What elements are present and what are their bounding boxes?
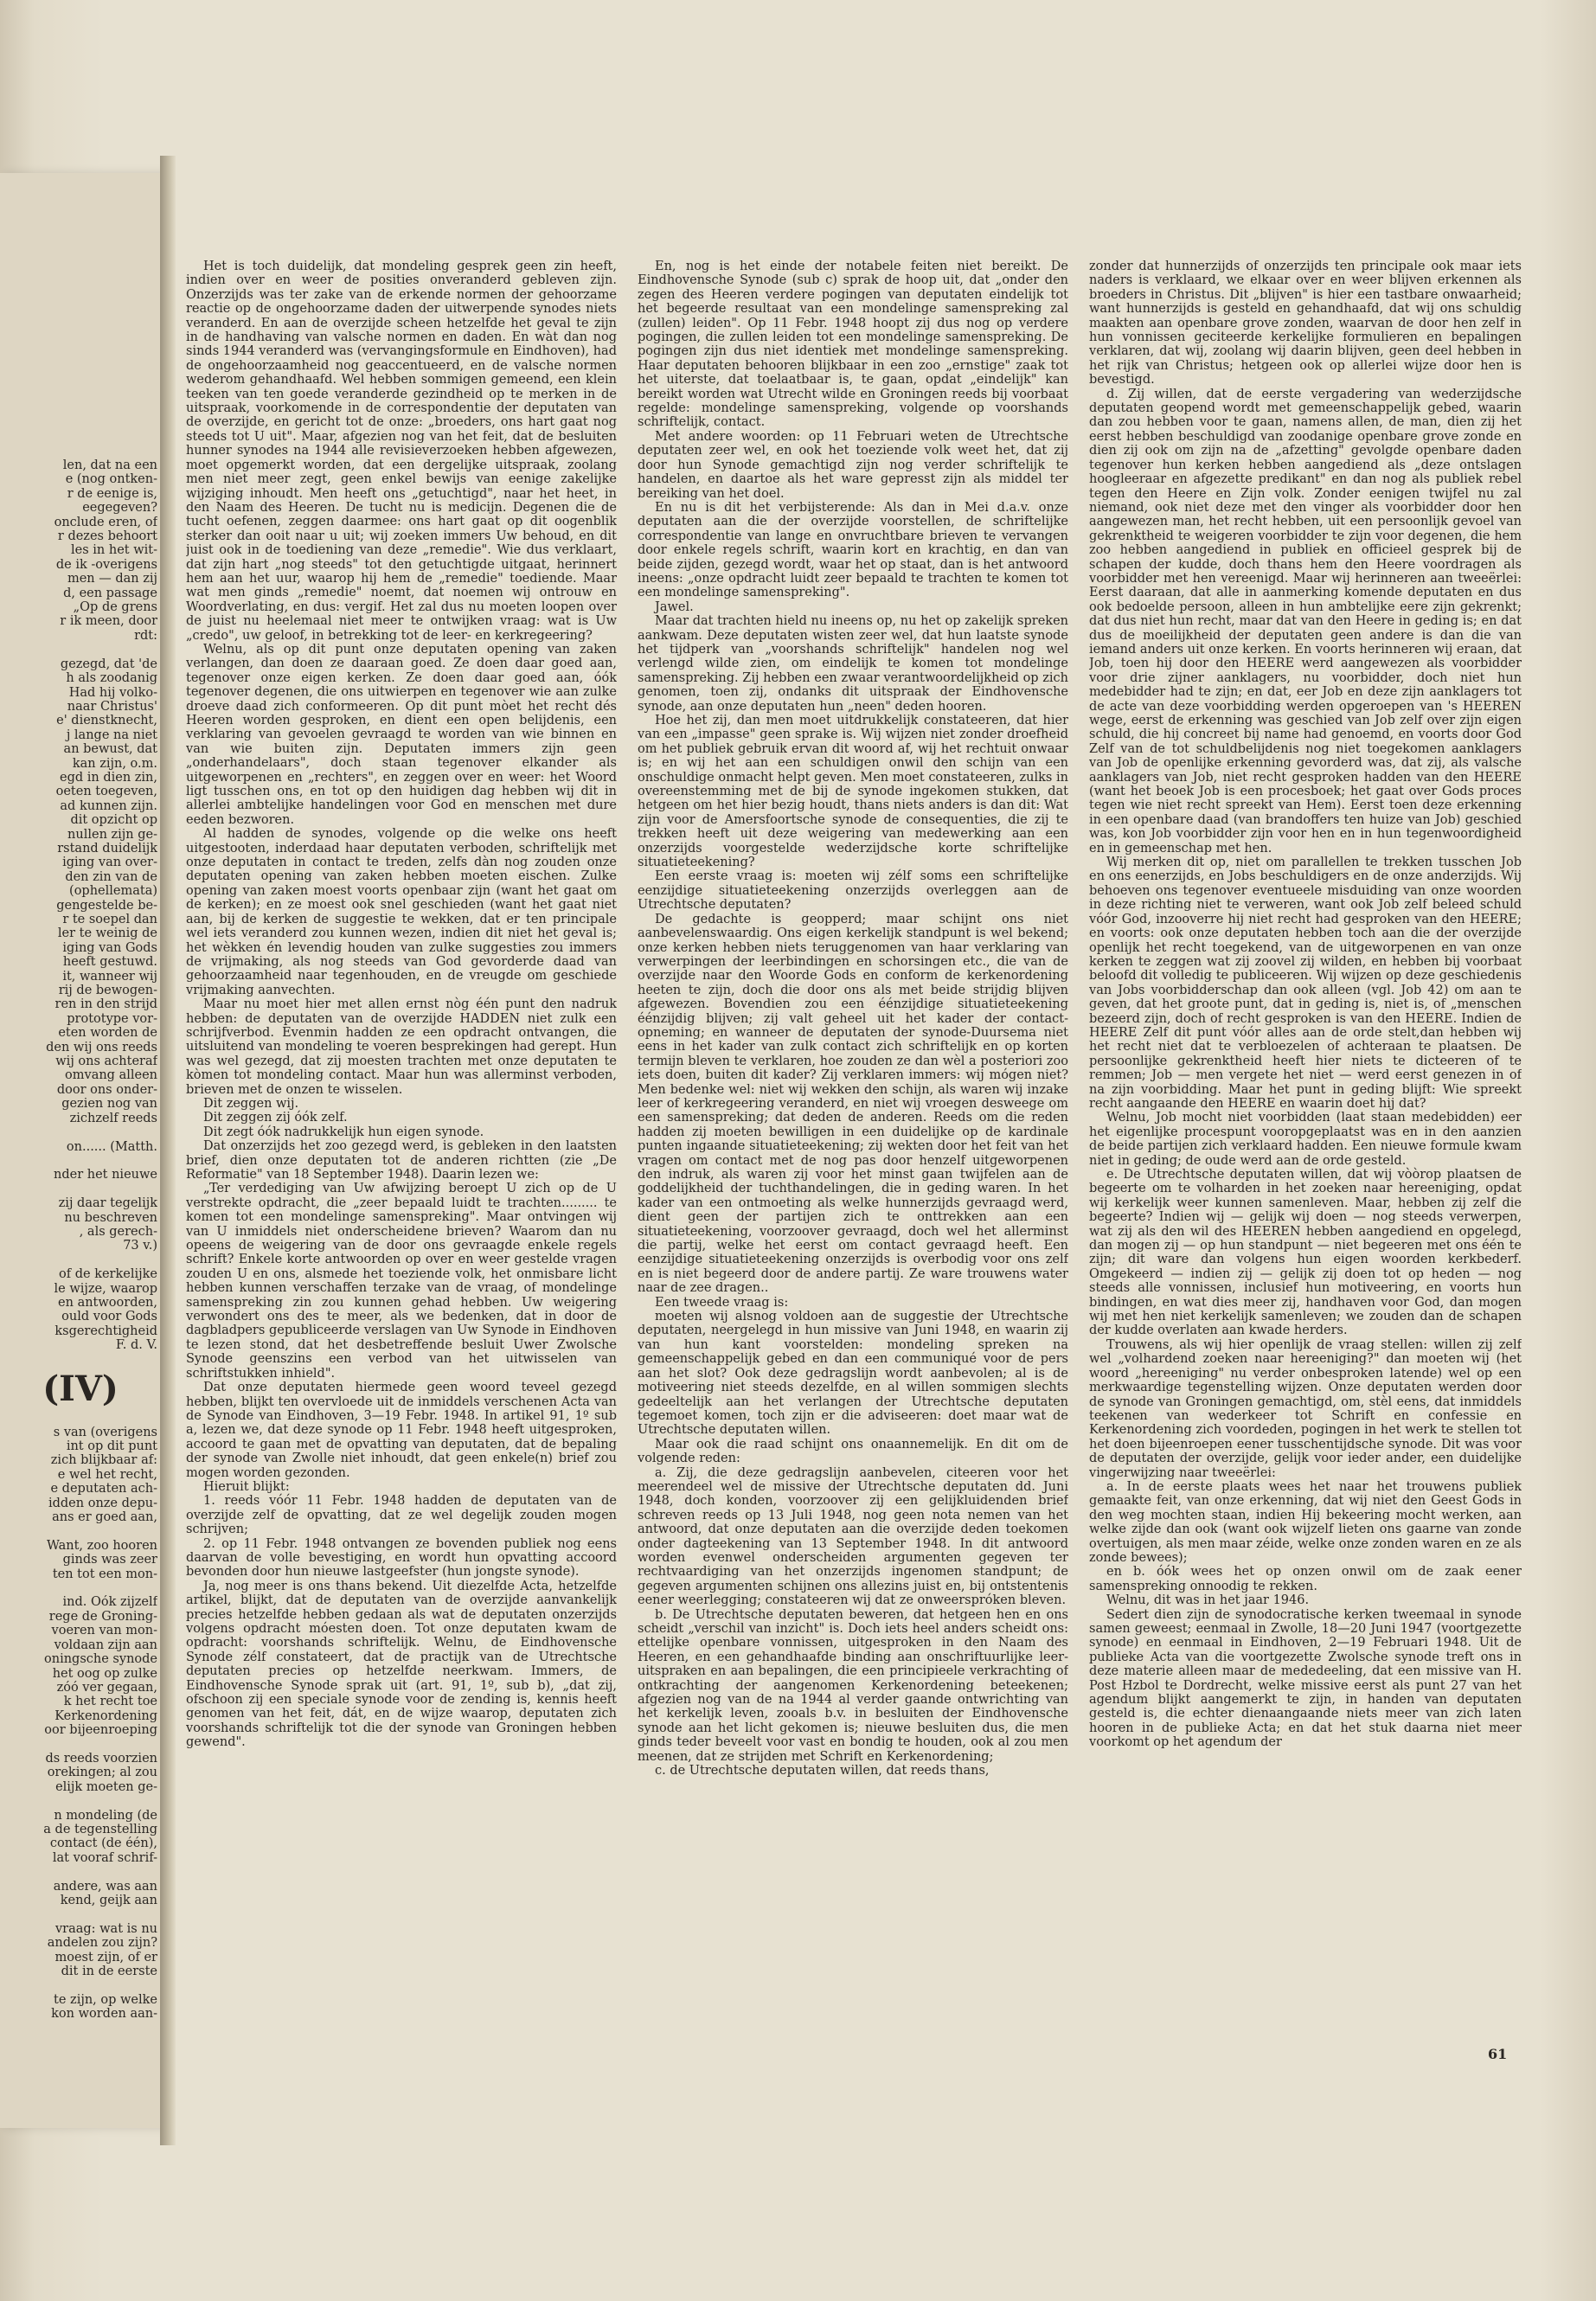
adjacent-line: ind. Oók zijzelf	[62, 1595, 157, 1610]
adjacent-line: kon worden aan-	[51, 2007, 157, 2022]
adjacent-line	[3, 1738, 157, 1752]
page-fold	[160, 156, 176, 2145]
adjacent-line: rdt:	[134, 628, 157, 643]
paragraph: Maar nu moet hier met allen ernst nòg één punt den nadruk hebben: de deputaten van de overzijde HADDEN niet zulk een schrijfverbod. Evenmin hadden ze een opdracht ontvangen, die uitsluitend van mondeling te voeren besprekingen had gerept. Hun was wel gezegd, dat zij moesten trachten met onze deputaten te kòmen tot mondeling contact. Maar hun was allerminst verboden, brieven met de onzen te wisselen.	[186, 997, 617, 1097]
adjacent-line: „Op de grens	[73, 600, 157, 615]
paragraph: Met andere woorden: op 11 Februari weten de Utrechtsche deputaten zeer wel, en ook het toeziende volk weet het, dat zij door hun Synode gemachtigd zijn nog verder schriftelijk te handelen, en daartoe als het ware gepresst zijn als middel ter bereiking van het doel.	[638, 429, 1068, 501]
paragraph: En nu is dit het verbijsterende: Als dan in Mei d.a.v. onze deputaten aan die der overzijde voorstellen, de schriftelijke correspondentie van lange en onvruchtbare brieven te vervangen door enkele regels schrift, waarin kort en krachtig, en dan van beide zijden, gezegd wordt, waar het op staat, dan is het antwoord ineens: „onze opdracht luidt zeer bepaald te trachten te komen tot een mondelinge samenspreking".	[638, 500, 1068, 600]
adjacent-line: le wijze, waarop	[54, 1281, 157, 1296]
adjacent-line: vraag: wat is nu	[54, 1921, 157, 1936]
adjacent-line: iging van Gods	[62, 940, 157, 955]
adjacent-line: voldaan zijn aan	[54, 1638, 157, 1652]
adjacent-line: les in het wit-	[71, 543, 157, 558]
adjacent-line: nder het nieuwe	[54, 1168, 157, 1183]
adjacent-line: s van (overigens	[53, 1425, 157, 1439]
adjacent-line: wij ons achteraf	[55, 1054, 157, 1069]
adjacent-lines-top	[3, 458, 157, 1353]
adjacent-line: len, dat na een	[62, 458, 157, 472]
adjacent-line: oeten toegeven,	[55, 785, 157, 799]
adjacent-line: ten tot een mon-	[52, 1567, 157, 1581]
paragraph: Al hadden de synodes, volgende op die welke ons heeft uitgestooten, inderdaad haar deputaten verboden, schriftelijk met onze deputaten in contact te treden, zelfs dàn nog zouden onze deputaten opening van zaken hebben moeten eischen. Zulke opening van zaken moest voorts openbaar zijn (want het gaat om de kerken); en ze moest ook snel geschieden (want het gaat niet aan, bij de kerken de suggestie te wekken, dat er ten principale wel iets veranderd zou kunnen wezen, indien dit niet het geval is; het wèkken én levendig houden van zulke suggesties zou immers de vrijmaking, als nog steeds van God gevorderde daad van gehoorzaamheid naar tegenhouden, en de vreugde om geschiede vrijmaking aanvechten.	[186, 827, 617, 997]
adjacent-line: Kerkenordening	[54, 1708, 157, 1723]
adjacent-line: of de kerkelijke	[59, 1267, 157, 1282]
text-column-2	[638, 260, 1068, 2145]
adjacent-line: de ik -overigens	[55, 557, 157, 572]
adjacent-line: moest zijn, of er	[54, 1950, 157, 1965]
text-column-1	[186, 260, 617, 2145]
adjacent-line	[3, 1253, 157, 1267]
adjacent-lines-bottom	[3, 1426, 157, 2022]
adjacent-line: egd in dien zin,	[59, 770, 157, 785]
adjacent-line: elijk moeten ge-	[55, 1779, 157, 1794]
adjacent-line: te zijn, op welke	[54, 1992, 157, 2007]
paragraph: b. De Utrechtsche deputaten beweren, dat hetgeen hen en ons scheidt „verschil van inzicht" is. Doch iets heel anders scheidt ons: etteliјke openbare vonnissen, uitgesproken in den Naam des Heeren, en een gehandhaafde binding aan onschriftuurlijke leer-uitspraken en aan bepalingen, die een principieele verkrachting of ontkrachting der aangenomen Kerkenordening beteekenen; afgezien nog van de na 1944 al verder gaande ontwrichting van het kerkelijk leven, zooals b.v. in besluiten der Eindhovensche synode aan het licht gekomen is; nieuwe besluiten dus, die men ginds teder beveelt voor vast en bondig te houden, ook al zou men meenen, dat ze strijden met Schrift en Kerkenordening;	[638, 1607, 1068, 1764]
adjacent-line: gezien nog van	[61, 1097, 157, 1112]
paragraph: Een eerste vraag is: moeten wij zélf soms een schriftelijke eenzijdige situatieteekening onzerzijds overleggen aan de Utrechtsche deputaten?	[638, 869, 1068, 913]
paragraph: e. De Utrechtsche deputaten willen, dat wij vòòrop plaatsen de begeerte om te volharden in het zoeken naar hereeniging, opdat wij kerkelijk weer kunnen samenleven. Maar, hebben zij zelf die begeerte? Indien wij — gelijk wij doen — nog steeds verwerpen, wat zij als den wil des HEEREN hebben aangediend en opgelegd, dan mogen zij — op hun standpunt — niet begeeren met ons één te zijn; dit ware dan volgens hun eigen woorden kerkbederf. Omgekeerd — indien zij — gelijk zij doen tot op heden — nog steeds alle vonnissen, inclusief hun motiveering, en voorts hun bindingen, en wat dies meer zij, handhaven voor God, dan mogen wij met hen niet kerkelijk samenleven; we zouden dan de schapen der kudde overlaten aan kwade herders.	[1089, 1168, 1522, 1338]
adjacent-line: zóó ver gegaan,	[56, 1680, 157, 1695]
paragraph: a. In de eerste plaats wees het naar het trouwens publiek gemaakte feit, van onze erkenning, dat wij niet den Geest Gods in den weg mochten staan, indien Hij bekeering mocht werken, aan welke zijde dan ook (want ook wijzelf lieten ons gaarne van zonde overtuigen, als men maar zéide, welke onze zonden waren en ze als zonde bewees);	[1089, 1479, 1522, 1565]
adjacent-line	[3, 1125, 157, 1139]
adjacent-line: d, een passage	[63, 586, 157, 600]
section-number: (IV)	[42, 1368, 119, 1409]
adjacent-line	[3, 1978, 157, 1992]
adjacent-line: omvang alleen	[65, 1068, 157, 1083]
paragraph: en b. óók wees het op onzen onwil om de zaak eener samenspreking onnoodig te rekken.	[1089, 1565, 1522, 1593]
adjacent-line: men — dan zij	[67, 572, 157, 586]
adjacent-line: andelen zou zijn?	[47, 1936, 157, 1951]
paragraph: 1. reeds vóór 11 Febr. 1948 hadden de deputaten van de overzijde zelf de opvatting, dat ze wel degelijk zouden mogen schrijven;	[186, 1494, 617, 1537]
adjacent-line: kan zijn, o.m.	[72, 756, 157, 771]
adjacent-line	[3, 643, 157, 657]
adjacent-line: rij de bewogen-	[58, 984, 157, 998]
paragraph: d. Zij willen, dat de eerste vergadering van wederzijdsche deputaten geopend wordt met gemeenschappelijk gebed, waarin dan zou hebben voor te gaan, namens allen, de man, dien zij het eerst hebben beschuldigd van zoodanige openbare grove zonde en dien zij ook om zijn na de „afzetting" gevolgde openbare daden tegenover hun kerken hebben aangediend als „deze ontslagen hoogleeraar en afgezette predikant" en dan nog als publiek rebel tegen den Heere en Zijn volk. Zonder eenigen twijfel nu zal niemand, ook niet deze met den vinger als voorbidder door hen aangewezen man, het recht hebben, uit een persoonlijk gevoel van gekrenktheid te weigeren voorbidder te zijn voor degenen, die hem zoo hebben aangediend in publiek en officieel gesprek bij de schapen der kudde, doch thans hem den Heere voordragen als voorbidder met hen vereenigd. Maar wij herinneren aan tweeërlei: Eerst daaraan, dat alle in aanmerking komende deputaten en dus ook bedoelde persoon, alleen in hun ambtelijke eere zijn gekrenkt; dat dus niet hun recht, maar dat van den Heere in geding is; en dat dus de moeilijkheid der deputaten geen andere is dan die van iemand anders uit onze kerken. En voorts herinneren wij eraan, dat Job, toen hij door den HEERE werd aangewezen als voorbidder voor drie zijner aanklagers, nu voorbidder, doch niet hun medebidder had te zijn; en dat, eer Job en deze zijn aanklagers tot de acte van deze voorbidding werden opgeroepen van 's HEEREN wege, eerst de erkenning was geschied van Job zelf over zijn eigen schuld, die hij concreet bij name had genoemd, en voorts door God Zelf van de tot schuldbelijdenis nog niet toegekomen aanklagers van Job de openlijke erkenning gevorderd was, dat zij, als valsche aanklagers van Job, niet recht gesproken hadden van den HEERE (want het beoek Job is een procesboek; het gaat over Gods proces tegen wie niet recht spreekt van Hem). Eerst toen deze erkenning in een openbare daad (van brandoffers ten huize van Job) geschied was, kon Job voorbidder zijn voor hen en in hun tegenwoordigheid en in gemeenschap met hen.	[1089, 387, 1522, 856]
paragraph: Welnu, dit was in het jaar 1946.	[1106, 1593, 1310, 1608]
adjacent-line: voeren van mon-	[51, 1624, 157, 1638]
paragraph: Dit zegt óók nadrukkelijk hun eigen synode.	[203, 1125, 484, 1139]
paragraph: Hieruit blijkt:	[203, 1479, 290, 1494]
adjacent-line: dit opzicht op	[70, 813, 157, 828]
adjacent-line: oningsche synode	[44, 1652, 157, 1667]
paragraph: Welnu, Job mocht niet voorbidden (laat staan medebidden) eer het eigenlijke procespunt vooropgeplaatst was en in den aanzien de beide partijen zich verklaard hadden. Een nieuwe formule kwam niet in geding; de oude werd aan de orde gesteld.	[1089, 1111, 1522, 1168]
paragraph: Sedert dien zijn de synodocratische kerken tweemaal in synode samen geweest; eenmaal in Zwolle, 18—20 Juni 1947 (voortgezette synode) en eenmaal in Eindhoven, 2—19 Februari 1948. Uit de publieke Acta van die voortgezette Zwolsche synode treft ons in deze materie alleen maar de mededeeling, dat een missive van H. Post Hzbol te Dordrecht, welke missive eerst als punt 27 van het agendum blijkt aangemerkt te zijn, in handen van deputaten gesteld is, die echter dienaangaande niets meer van zich laten hooren in de publieke Acta; en dat het stuk daarna niet meer voorkomt op het agendum der	[1089, 1607, 1522, 1750]
adjacent-line: zich blijkbaar af:	[50, 1453, 157, 1468]
adjacent-line: ds reeds voorzien	[45, 1751, 157, 1766]
adjacent-line: prototype vor-	[67, 1011, 157, 1026]
adjacent-line: het oog op zulke	[52, 1666, 157, 1681]
adjacent-line: Want, zoo hooren	[46, 1538, 157, 1553]
paragraph: Maar ook die raad schijnt ons onaannemelijk. En dit om de volgende reden:	[638, 1437, 1068, 1466]
adjacent-line: contact (de één),	[49, 1836, 157, 1851]
adjacent-line: nu beschreven	[64, 1210, 157, 1225]
paragraph: De gedachte is geopperd; maar schijnt ons niet aanbevelenswaardig. Ons eigen kerkelijk standpunt is wel bekend; onze kerken hebben niets teruggenomen van haar verklaring van verwerpingen der leerbindingen en schorsingen etc., die van de overzijde naar den Woorde Gods en conform de kerkenordening heeten te zijn, doch die door ons als met beide strijdig blijven afgewezen. Bovendien zou een éénzijdige situatieteekening éénzijdig blijven; zij valt geheel uit het kader der contact-opneming; en wanneer de deputaten der synode-Duursema niet eens in het kader van zulk contact zich schriftelijk en op korten termijn bleven te verklaren, hoe zouden ze dan wèl a posteriori zoo iets doen, buiten dit kader? Zij verklaren immers: wij mógen niet? Men bedenke wel: niet wij wekken den schijn, als waren wij inzake leer of kerkregeering veranderd, en niet wij vroegen desweege om een samenspreking; dat deden de anderen. Reeds om die reden hadden zij moeten bewilligen in een duidelijke op de kardinale punten ingaande situatieteekening; zij wekten door het feit van het vragen om contact met de nog pas door henzelf uitgeworpenen den indruk, als waren zij voor het minst gaan twijfelen aan de goddelijkheid der tuchthandelingen, die in geding waren. In het kader van een ontmoeting als welke hunnerzijds gevraagd werd, dient geen der partijen zich te onttrekken aan een situatieteekening, voorzoover gevraagd, doch wel het allerminst die partij, welke het eerst om contact gevraagd heeft. Een eenzijdige situatieteekening onzerzijds is overbodig voor ons zelf en is niet begeerd door de andere partij. Ze ware trouwens water naar de zee dragen..	[638, 912, 1068, 1296]
adjacent-line: oor bijeenroeping	[44, 1723, 157, 1738]
paragraph: Trouwens, als wij hier openlijk de vraag stellen: willen zij zelf wel „volhardend zoeken naar hereeniging?" dan moeten wij (het woord „hereeniging" nu verder onbesproken latende) wel op een merkwaardige tegenstelling wijzen. Onze deputaten werden door de synode van Groningen gemachtigd, om, stèl eens, dat inmiddels teekenen van wederkeer tot Schrift en confessie en Kerkenordening zich voordeden, pogingen in het werk te stellen tot het doen bijeenroepen eener tusschentijdsche synode. Dit was voor de deputaten der overzijde, gelijk voor ieder ander, een duidelijke vingerwijzing naar tweeërlei:	[1089, 1337, 1522, 1480]
paragraph: Dat onzerzijds het zoo gezegd werd, is gebleken in den laatsten brief, dien onze deputaten tot de anderen richtten (zie „De Reformatie" van 18 September 1948). Daarin lezen we:	[186, 1139, 617, 1182]
paragraph: a. Zij, die deze gedragslijn aanbevelen, citeeren voor het meerendeel wel de missive der Utrechtsche deputaten dd. Juni 1948, doch konden, voorzoover zij een gelijkluidenden brief schreven reeds op 13 Juli 1948, nog geen nota nemen van het antwoord, dat onze deputaten aan die overzijde deden toekomen onder dagteekening van 13 September 1948. In dit antwoord worden evenwel onderscheiden argumenten gegeven ter rechtvaardiging van het onzerzijds ingenomen standpunt; de gegeven argumenten schijnen ons allezins juist en, bij ontstentenis eener weerlegging; constateeren wij dat ze onweerspróken bleven.	[638, 1465, 1068, 1608]
adjacent-line: e deputaten ach-	[50, 1482, 157, 1497]
adjacent-line: ksgerechtigheid	[54, 1324, 157, 1338]
paragraph: Een tweede vraag is:	[655, 1295, 789, 1310]
paragraph: zonder dat hunnerzijds of onzerzijds ten principale ook maar iets naders is verklaard, we elkaar over en weer blijven erkennen als broeders in Christus. Dit „blijven" is hier een tastbare onwaarheid; want hunnerzijds is gesteld en gehandhaafd, dat wij ons schuldig maakten aan openbare grove zonden, waarvan de door hen zelf in hun vonnissen geciteerde kerkelijke formulieren en bepalingen verklaren, dat wij, zoolang wij daarin blijven, geen deel hebben in het rijk van Christus; hetgeen ook op allerlei wijze door hen is bevestigd.	[1089, 260, 1522, 388]
adjacent-line: an bewust, dat	[63, 742, 157, 757]
paragraph: c. de Utrechtsche deputaten willen, dat reeds thans,	[655, 1764, 990, 1779]
paragraph: Dit zeggen wij.	[203, 1096, 299, 1111]
adjacent-line: ans er goed aan,	[52, 1510, 157, 1525]
adjacent-line	[3, 1154, 157, 1168]
paragraph: Welnu, als op dit punt onze deputaten opening van zaken verlangen, dan doen ze daaraan goed. Ze doen daar goed aan, tegenover onze eigen kerken. Ze doen daar goed aan, óók tegenover degenen, die ons uitwierpen en tegenover wie aan zulke droeve daad zich conformeeren. Op dit punt mòet het recht dés Heeren worden gesproken, en dient een open belijdenis, een verklaring van gevoelen gevraagd te worden van wie binnen en van wie buiten zijn. Deputaten immers zijn geen „onderhandelaars", doch staan tegenover elkander als uitgeworpenen en „rechters", en zeggen over en weer: het Woord ligt tusschen ons, en tot op den huidigen dag hebben wij dit in allerlei ambtelijke handelingen voor God en menschen met dure eeden bezworen.	[186, 642, 617, 827]
adjacent-line	[3, 1794, 157, 1808]
adjacent-line: zichzelf reeds	[69, 1111, 157, 1125]
paragraph: Hoe het zij, dan men moet uitdrukkelijk constateeren, dat hier van een „impasse" geen sprake is. Wij wijzen niet zonder droefheid om het publiek gebruik ervan dit woord af, wij het rechtuit onwaar is; en wij het aan een schuldigen onwil den schijn van een onschuldige onmacht helpt geven. Men moet constateeren, zulks in overeenstemming met de bij de synode ingekomen stukken, dat hetgeen om het hier bezig houdt, thans niets anders is dan dit: Wat zijn voor de Amersfoortsche synode de consequenties, die zij te trekken heeft uit deze weigering van medewerking aan een onzerzijds voorgestelde wederzijdsche korte schriftelijke situatieteekening?	[638, 714, 1068, 870]
adjacent-line: e (nog ontken-	[65, 472, 157, 487]
adjacent-line	[3, 1524, 157, 1538]
paragraph: Ja, nog meer is ons thans bekend. Uit diezelfde Acta, hetzelfde artikel, blijkt, dat de deputaten van de overzijde aanvankelijk precies hetzelfde hebben gedaan als wat de deputaten onzerzijds volgens opdracht móesten doen. Tot onze deputaten kwam de opdracht: voorshands schriftelijk. Welnu, de Eindhovensche Synode zélf constateert, dat de practijk van de Utrechtsche deputaten precies op hetzelfde neerkwam. Immers, de Eindhovensche Synode sprak uit (art. 91, 1º, sub b), „dat zij, ofschoon zij een speciale synode voor de zending is, kennis heeft genomen van het feit, dát, en de wijze waarop, deputaten zich voorshands schriftelijk tot die der synode van Groningen hebben gewend".	[186, 1579, 617, 1750]
paragraph: Jawel.	[655, 599, 694, 614]
page-number: 61	[1488, 2046, 1508, 2062]
adjacent-line: gezegd, dat 'de	[60, 657, 157, 671]
adjacent-line: andere, was aan	[53, 1879, 157, 1894]
adjacent-line: e' dienstknecht,	[56, 714, 157, 728]
paragraph: En, nog is het einde der notabele feiten niet bereikt. De Eindhovensche Synode (sub c) sprak de hoop uit, dat „onder den zegen des Heeren verdere pogingen van deputaten eindelijk tot het begeerde resultaat van een mondelinge samenspreking zal (zullen) leiden". Op 11 Febr. 1948 hoopt zij dus nog op verdere pogingen, die zullen leiden tot een mondelinge samenspreking. De pogingen zijn dus niet identiek met mondelinge samenspreking. Haar deputaten behooren blijkbaar in een zoo „ernstige" zaak tot het uiterste, dat toelaatbaar is, te gaan, opdat „eindelijk" kan bereikt worden wat Utrecht wilde en Groningen reeds bij voorbaat regelde: mondelinge samenspreking, volgende op voorshands schriftelijk, contact.	[638, 260, 1068, 430]
adjacent-line: ginds was zeer	[62, 1553, 157, 1567]
adjacent-line: , als gerech-	[79, 1224, 157, 1239]
adjacent-line: e wel het recht,	[57, 1467, 157, 1482]
adjacent-line: en antwoorden,	[58, 1295, 157, 1310]
adjacent-line: onclude eren, of	[54, 515, 157, 529]
adjacent-line: den zin van de	[65, 869, 157, 884]
adjacent-line: r dezes behoort	[57, 529, 157, 544]
paragraph: moeten wij alsnog voldoen aan de suggestie der Utrechtsche deputaten, neergelegd in hun missive van Juni 1948, en waarin zij van hun kant voorstelden: mondeling spreken na gemeenschappelijk gebed en dan een communiqué voor de pers aan het slot? Ook deze gedragslijn wordt aanbevolen; al is de motiveering niet steeds dezelfde, en al willen sommigen slechts gedeeltelijk aan het verlangen der Utrechtsche deputaten tegemoet komen, toch zijn er die adviseeren: doet maar wat de Utrechtsche deputaten willen.	[638, 1310, 1068, 1438]
adjacent-line: ler te weinig de	[57, 926, 157, 941]
adjacent-line: idden onze depu-	[48, 1496, 157, 1510]
adjacent-line	[3, 1865, 157, 1879]
adjacent-line: rstand duidelijk	[57, 841, 157, 856]
adjacent-page-strip	[0, 173, 162, 2128]
adjacent-line: j lange na niet	[66, 727, 157, 742]
adjacent-line: r de eenige is,	[67, 486, 157, 501]
adjacent-line: iging van over-	[62, 856, 157, 870]
adjacent-line: ren in den strijd	[54, 997, 157, 1012]
adjacent-line: zij daar tegelijk	[58, 1196, 157, 1211]
paragraph: Het is toch duidelijk, dat mondeling gesprek geen zin heeft, indien over en weer de posities onveranderd gebleven zijn. Onzerzijds was ter zake van de erkende normen der gehoorzame reactie op de ongehoorzame daden der uitwerpende synodes niets veranderd. En aan de overzijde scheen hetzelfde het geval te zijn in de handhaving van valsche normen en daden. En wàt dan nog sinds 1944 veranderd was (vervangingsformule en Eindhoven), had de ongehoorzaamheid nog geaccentueerd, en de valsche normen wederom gehandhaafd. Wel hebben sommigen gemeend, een klein teeken van ten goede veranderde gezindheid op te merken in de uitspraak, voorkomende in de correspondentie der deputaten van de overzijde, en gericht tot de onze: „broeders, ons hart gaat nog steeds tot U uit". Maar, afgezien nog van het feit, dat de besluiten hunner synodes na 1944 alle revisieverzoeken hebben afgewezen, moet opgemerkt worden, dat een dergelijke uitspraak, zoolang men niet meer zegt, geen enkel bewijs van eenige zakelijke wijziging inhoudt. Men heeft ons „getuchtigd", naar het heet, in den Naam des Heeren. De tucht nu is medicijn. Degenen die de tucht oefenen, zeggen daarmee: ons hart gaat op dit oogenblik sterker dan ooit naar u uit; wij zoeken immers Uw behoud, en dit juist ook in de toediening van deze „remedie". Wie dus verklaart, dat zijn hart „nog steeds" tot den getuchtigde uitgaat, herinnert hem aan het uur, waarop hij hem de „remedie" toediende. Maar wat men ginds „remedie" noemt, dat noemen wij ontrouw en Woordverlating, en dus: vergif. Het zal dus nu moeten loopen over de juist nu heelemaal niet meer te ontwijken vraag: wat is Uw „credo", uw geloof, in betrekking tot de leer- en kerkregeering?	[186, 260, 617, 643]
adjacent-line: ad kunnen zijn.	[60, 798, 157, 813]
adjacent-line: k het recht toe	[63, 1695, 157, 1709]
adjacent-line: 73 v.)	[123, 1239, 157, 1253]
adjacent-line: ould voor Gods	[61, 1310, 157, 1324]
text-column-3	[1089, 260, 1522, 2145]
paragraph: Maar dat trachten hield nu ineens op, nu het op zakelijk spreken aankwam. Deze deputaten wisten zeer wel, dat hun laatste synode het tijdperk van „voorshands schriftelijk" handelen nog wel verlengd wilde zien, om eindelijk te komen tot mondelinge samenspreking. Zij hebben een zwaar verantwoordelijkheid op zich genomen, toen zij, ondanks dit uitspraak der Eindhovensche synode, aan onze deputaten hun „neen" deden hooren.	[638, 614, 1068, 714]
paragraph: 2. op 11 Febr. 1948 ontvangen ze bovenden publiek nog eens daarvan de volle bevestiging, en wordt hun opvatting accoord bevonden door hun nieuwe lastgeefster (hun jongste synode).	[186, 1536, 617, 1580]
paragraph: Wij merken dit op, niet om parallellen te trekken tusschen Job en ons eenerzijds, en Jobs beschuldigers en de onze anderzijds. Wij behoeven ons tegenover eventueele misduiding van onze woorden in deze richting niet te verweren, want ook Job zelf beleed schuld vóór God, inzooverre hij niet recht had gesproken van den HEERE; en voorts: ook onze deputaten hebben toch aan die der overzijde openlijk het recht toegekend, van de uitgeworpenen en van onze kerken te zeggen wat zij zoovel zij wilden, en hebben bij voorbaat beloofd dit volledig te publiceeren. Wij wijzen op deze geschiedenis van Jobs voorbidderschap dan ook alleen (vgl. Job 42) om aan te geven, dat het groote punt, dat in geding is, niet is, of „menschen bezeerd zijn, doch of recht gesproken is van den HEERE. Indien de HEERE Zelf dit punt vóór alles aan de orde stelt,dan hebben wij het recht niet dat te verbloezelen of achteraan te plaatsen. De persoonlijke gekrenktheid heeft hier niets te dicteeren of te remmen; Job — men vergete het niet — werd eerst genezen in of na zijn voorbidding. Maar het punt in geding blijft: Wie spreekt recht aangaande den HEERE en waarin doet hij dat?	[1089, 856, 1522, 1111]
adjacent-line	[3, 1183, 157, 1196]
adjacent-line: nullen zijn ge-	[67, 827, 157, 842]
adjacent-line: a de tegenstelling	[43, 1822, 157, 1836]
adjacent-line: gengestelde be-	[56, 898, 157, 913]
adjacent-line: int op dit punt	[66, 1439, 157, 1453]
adjacent-line: heeft gestuwd.	[62, 955, 157, 970]
paragraph: „Ter verdediging van Uw afwijzing beroept U zich op de U verstrekte opdracht, die „zeer bepaald luidt te trachten......... te komen tot een mondelinge samenspreking". Maar ontvingen wij van U inmiddels niet onderscheidene brieven? Waarom dan nu opeens de weigering van de door ons gevraagde enkele regels schrift? Enkele korte antwoorden op over en weer gestelde vragen zouden U en ons, alsmede het toeziende volk, het onmisbare licht hebben kunnen verschaffen terzake van de vraag, of mondelinge samenspreking zin zou kunnen gehad hebben. Uw weigering verwondert ons des te meer, als we bedenken, dat in door de dagbladpers gepubliceerde verslagen van Uw Synode in Eindhoven te lezen stond, dat het desbetreffende besluit Uwer Zwolsche Synode geenszins een verbod van het uitwisselen van schriftstukken inhield".	[186, 1182, 617, 1381]
adjacent-line: kend, geijk aan	[60, 1894, 157, 1907]
paragraph: Dit zeggen zij óók zelf.	[203, 1111, 348, 1125]
adjacent-line: orekingen; al zou	[47, 1766, 157, 1780]
adjacent-line: den wij ons reeds	[46, 1040, 157, 1054]
adjacent-line: eegegeven?	[82, 501, 157, 516]
adjacent-line: dit in de eerste	[61, 1965, 157, 1979]
adjacent-line: rege de Groning-	[48, 1609, 157, 1624]
adjacent-line	[3, 1907, 157, 1921]
adjacent-line: r ik meen, door	[60, 614, 157, 629]
adjacent-line: Had hij volko-	[68, 685, 157, 700]
adjacent-line: door ons onder-	[56, 1082, 157, 1097]
adjacent-line: naar Christus'	[67, 699, 157, 714]
adjacent-line	[3, 1581, 157, 1595]
adjacent-line: lat vooraf schrif-	[52, 1850, 157, 1865]
adjacent-page-text	[3, 458, 157, 2022]
adjacent-line: it, wanneer wij	[62, 969, 157, 984]
adjacent-line: F. d. V.	[115, 1338, 157, 1353]
adjacent-line: n mondeling (de	[54, 1808, 157, 1823]
adjacent-line: (ophellemata)	[69, 884, 157, 899]
adjacent-line: eten worden de	[58, 1026, 157, 1041]
adjacent-line: on...... (Matth.	[66, 1139, 157, 1154]
paragraph: Dat onze deputaten hiermede geen woord teveel gezegd hebben, blijkt ten overvloede uit de inmiddels verschenen Acta van de Synode van Eindhoven, 3—19 Febr. 1948. In artikel 91, 1º sub a, lezen we, dat deze synode op 11 Febr. 1948 heeft uitgesproken, accoord te gaan met de opvatting van deputaten, dat de bepaling der synode van Zwolle niet inhoudt, dat geen enkele(n) brief zou mogen worden gezonden.	[186, 1381, 617, 1480]
adjacent-line: h als zoodanig	[66, 671, 157, 686]
adjacent-line: r te soepel dan	[62, 913, 157, 926]
